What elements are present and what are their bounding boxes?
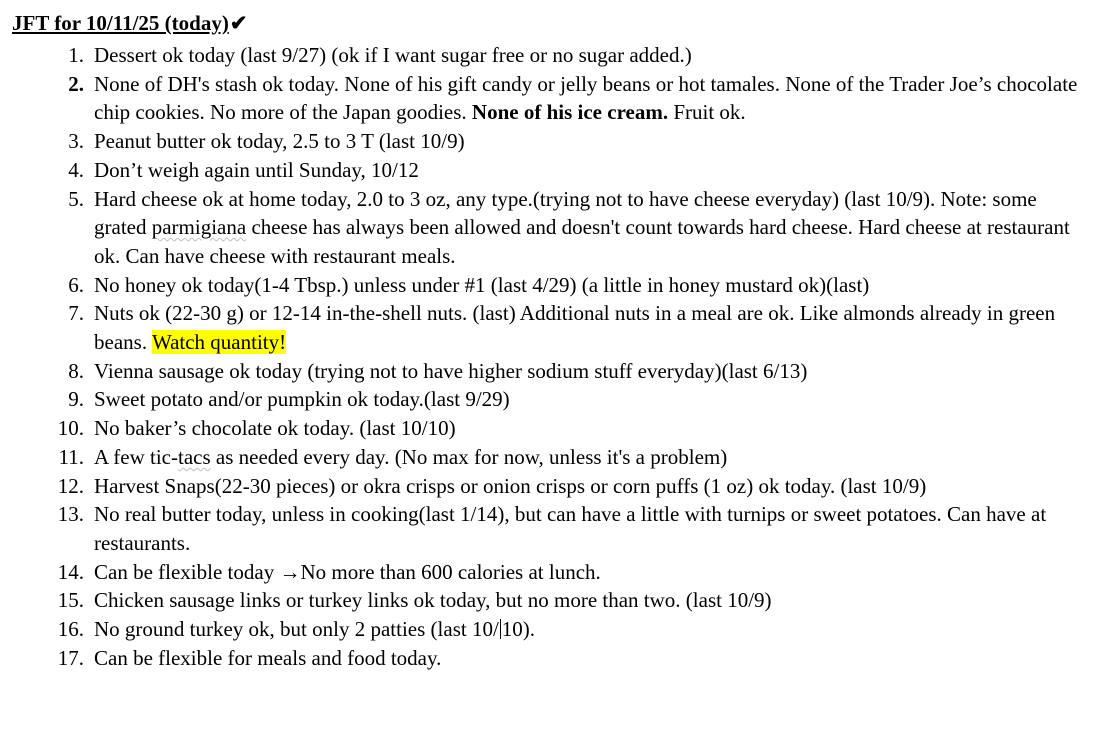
item-text: Sweet potato and/or pumpkin ok today.(last 9/29) <box>94 387 510 412</box>
item-text: 10). <box>501 617 536 642</box>
list-item <box>12 156 1088 185</box>
spellcheck-word: parmigiana <box>151 215 247 240</box>
item-text: No honey ok today(1-4 Tbsp.) unless under #1 (last 4/29) (a little in honey mustard ok)(last) <box>94 272 870 297</box>
item-text: Can be flexible for meals and food today. <box>94 645 442 670</box>
page-title <box>12 8 1088 41</box>
list-item <box>12 558 1088 587</box>
list-item <box>12 41 1088 70</box>
item-number: 2. <box>68 71 84 96</box>
item-text: Dessert ok today (last 9/27) (ok if I want sugar free or no sugar added.) <box>94 43 692 67</box>
item-text: Don’t weigh again until Sunday, 10/12 <box>94 157 419 182</box>
list-item <box>12 615 1088 644</box>
item-number: 15. <box>57 588 84 613</box>
list-item <box>12 385 1088 414</box>
list-item <box>12 357 1088 386</box>
item-text: Hard cheese ok at home today, 2.0 to 3 oz, any type.(trying not to have cheese everyday) (last 10/9). Note: some grated <box>94 186 1037 240</box>
item-text: Fruit ok. <box>668 100 746 125</box>
item-text: None of DH's stash ok today. None of his gift candy or jelly beans or hot tamales. None of the Trader Joe’s chocolate chip cookies. No more of the Japan goodies. <box>94 71 1078 125</box>
item-text: No real butter today, unless in cooking(last 1/14), but can have a little with turnips or sweet potatoes. Can have at restaurants. <box>94 502 1047 555</box>
item-number: 9. <box>68 387 84 412</box>
item-text: No more than 600 calories at lunch. <box>300 559 601 584</box>
item-text: as needed every day. (No max for now, unless it's a problem) <box>210 444 728 469</box>
item-text-bold: None of his ice cream. <box>471 100 669 125</box>
item-number: 6. <box>68 272 84 297</box>
text-cursor <box>500 619 501 639</box>
highlighted-text: Watch quantity! <box>151 330 287 355</box>
list-item <box>12 472 1088 501</box>
item-number: 8. <box>68 358 84 383</box>
item-number: 7. <box>68 301 84 326</box>
list-item <box>12 500 1088 557</box>
item-text: No ground turkey ok, but only 2 patties (last 10/ <box>94 617 499 642</box>
arrow-icon: → <box>279 559 301 584</box>
list-item <box>12 299 1088 356</box>
item-number: 1. <box>68 43 84 67</box>
list-item <box>12 70 1088 127</box>
item-text: Vienna sausage ok today (trying not to have higher sodium stuff everyday)(last 6/13) <box>94 358 808 383</box>
spellcheck-word: tacs <box>177 444 211 469</box>
item-text: A few tic- <box>94 444 178 469</box>
list-item <box>12 185 1088 271</box>
list-item <box>12 443 1088 472</box>
list-item <box>12 586 1088 615</box>
item-number: 12. <box>57 473 84 498</box>
list-item <box>12 644 1088 673</box>
item-number: 17. <box>57 645 84 670</box>
item-number: 3. <box>68 129 84 154</box>
item-text: No baker’s chocolate ok today. (last 10/10) <box>94 416 456 441</box>
item-text: Can be flexible today <box>94 559 280 584</box>
title-text: JFT for 10/11/25 (today) <box>12 11 229 35</box>
item-number: 4. <box>68 157 84 182</box>
item-number: 16. <box>57 617 84 642</box>
list-item <box>12 127 1088 156</box>
item-number: 13. <box>57 502 84 527</box>
item-text: Harvest Snaps(22-30 pieces) or okra crisps or onion crisps or corn puffs (1 oz) ok today. (last 10/9) <box>94 473 927 498</box>
food-rules-list <box>12 41 1088 672</box>
item-text: Peanut butter ok today, 2.5 to 3 T (last 10/9) <box>94 129 465 154</box>
item-number: 10. <box>57 416 84 441</box>
item-text: Nuts ok (22-30 g) or 12-14 in-the-shell nuts. (last) Additional nuts in a meal are ok. Like almonds already in green beans. <box>94 301 1056 355</box>
checkmark-icon: ✔ <box>229 11 248 35</box>
list-item <box>12 271 1088 300</box>
item-number: 5. <box>68 186 84 211</box>
list-item <box>12 414 1088 443</box>
item-text: cheese has always been allowed and doesn't count towards hard cheese. Hard cheese at restaurant ok. Can have cheese with restaurant meals. <box>94 215 1070 268</box>
item-number: 14. <box>57 559 84 584</box>
item-text: Chicken sausage links or turkey links ok today, but no more than two. (last 10/9) <box>94 588 772 613</box>
item-number: 11. <box>58 444 84 469</box>
